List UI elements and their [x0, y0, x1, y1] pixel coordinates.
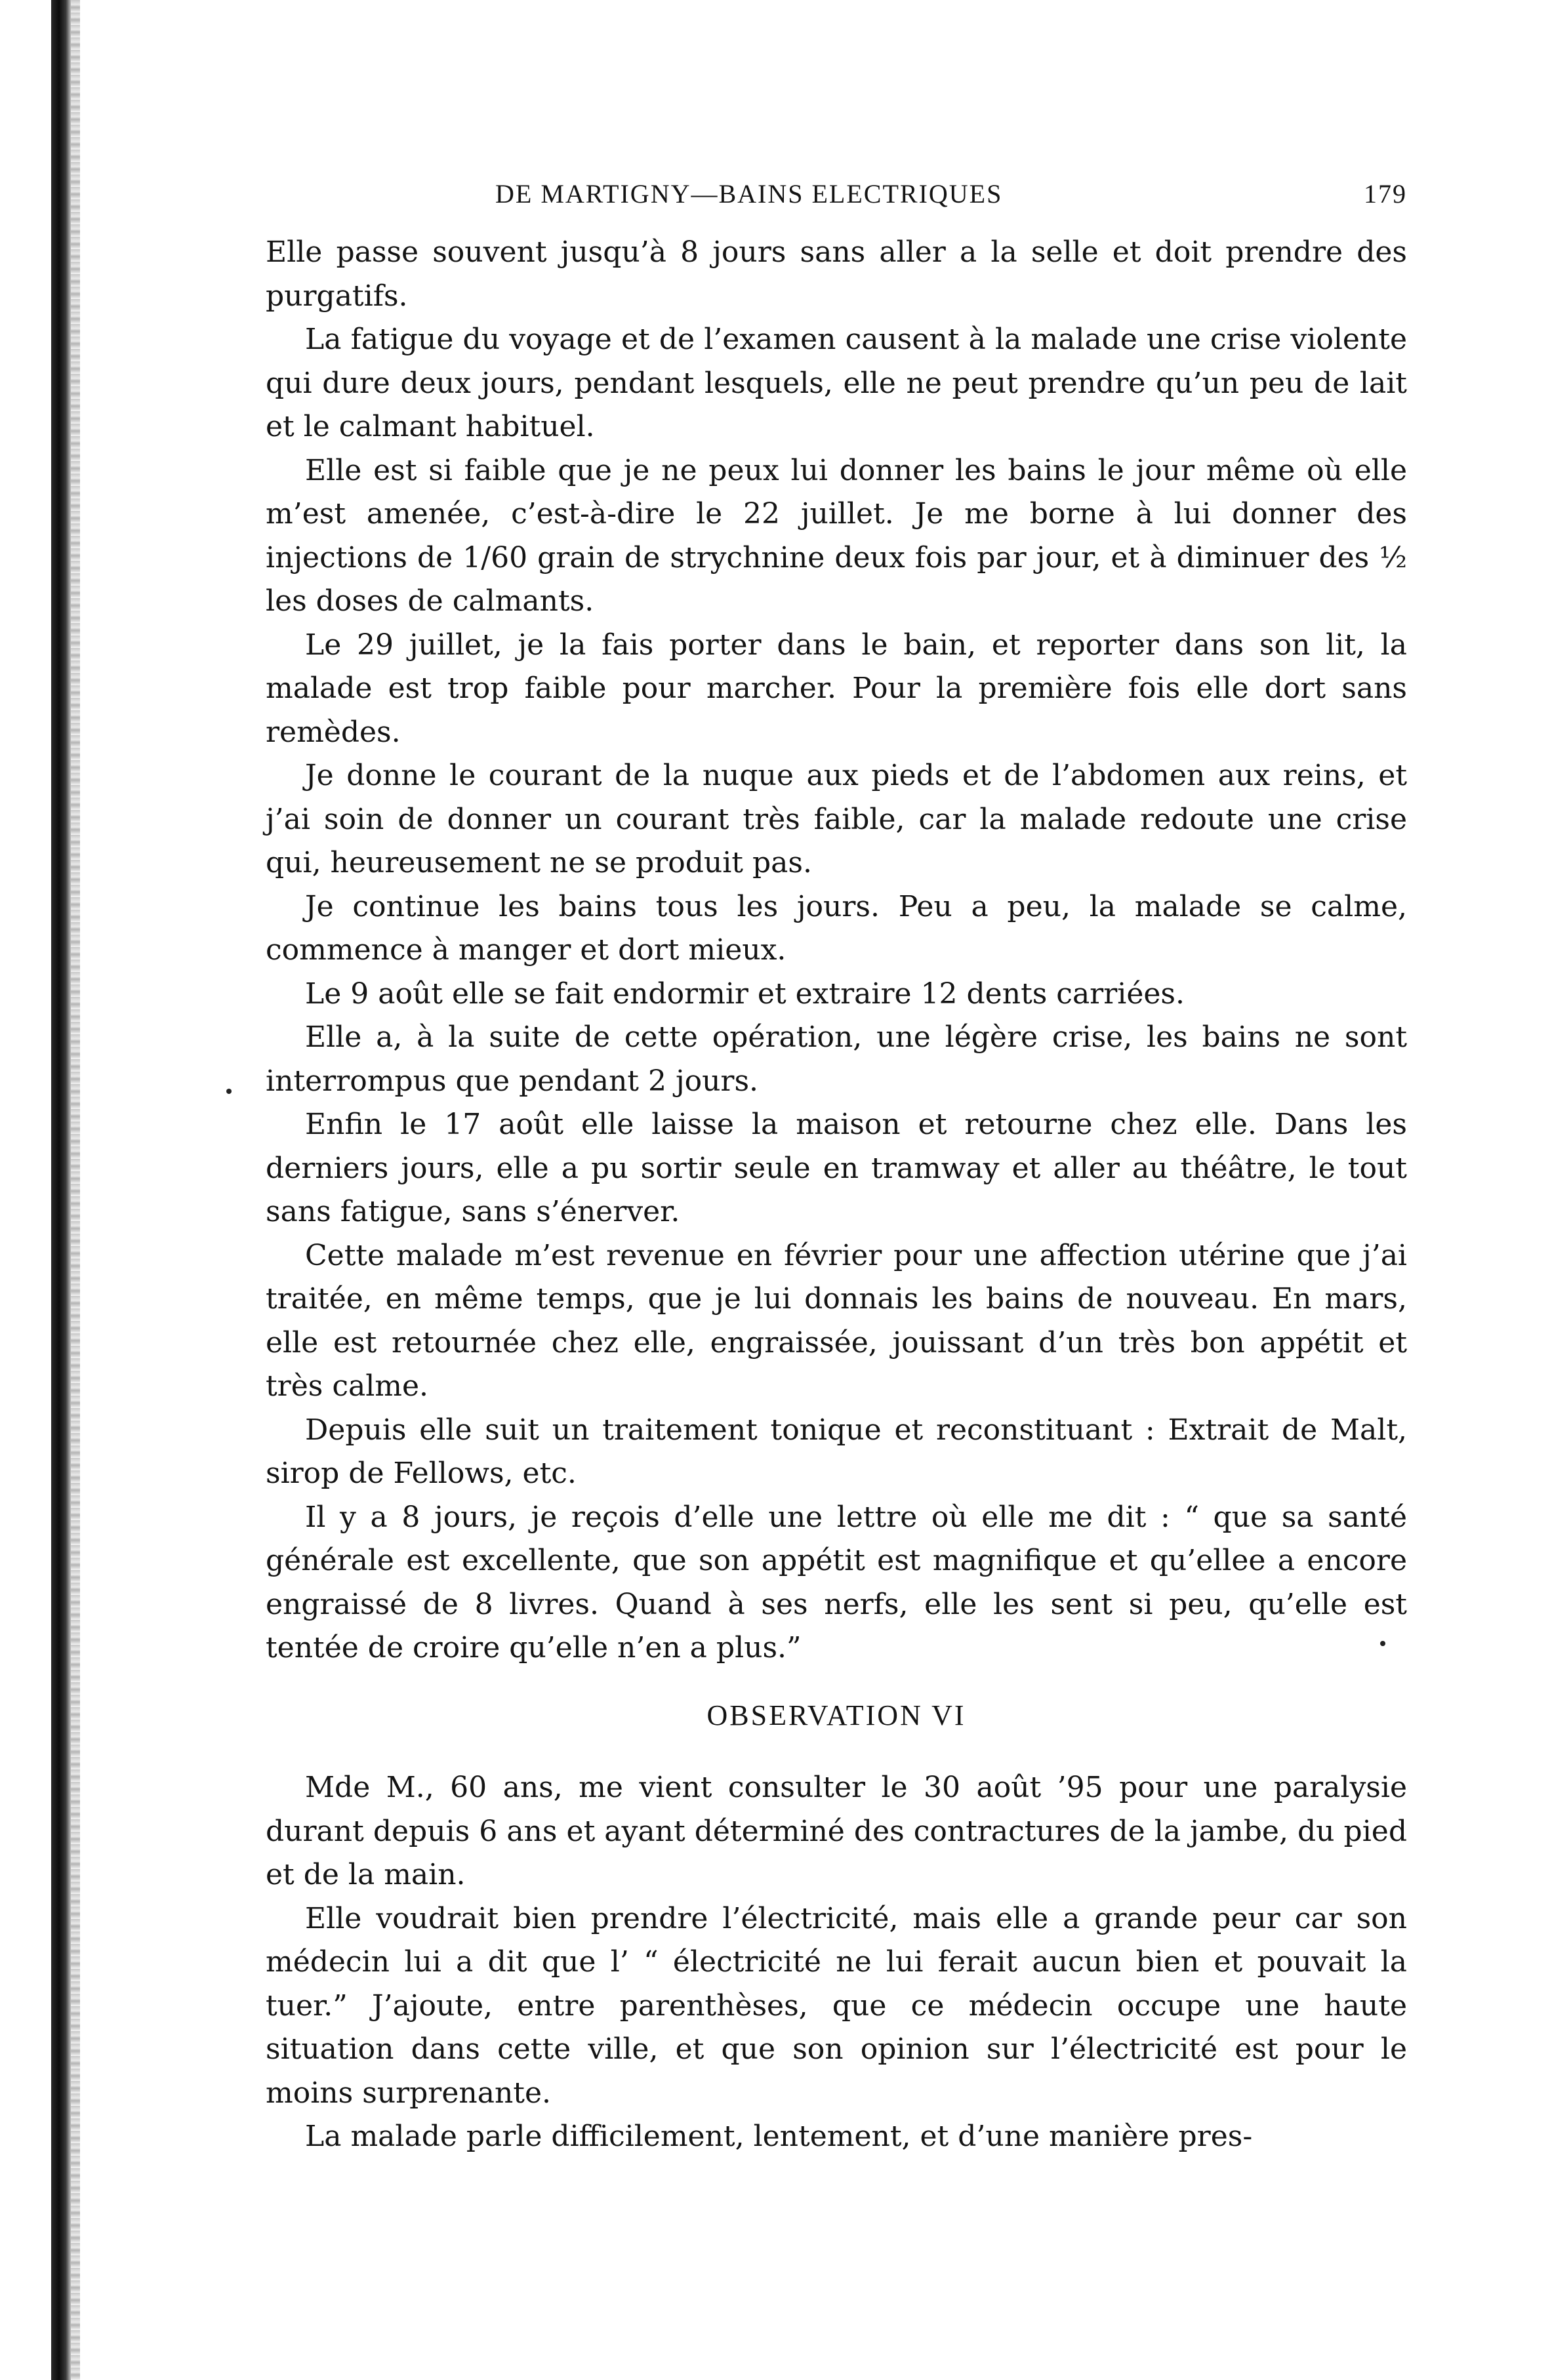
paragraph: Enfin le 17 août elle laisse la maison et retourne chez elle. Dans les derniers jours, elle a pu sortir seule en tramway et aller au théâtre, le tout sans fatigue, sans s’énerver.: [266, 1108, 1407, 1228]
page-number: 179: [1364, 179, 1407, 209]
paragraph: Elle voudrait bien prendre l’électricité, mais elle a grande peur car son médecin lui a dit que l’ “ électricité ne lui ferait aucun bien et pouvait la tuer.” J’ajoute, entre parenthèses, que ce médecin occupe une haute situation dans cette ville, et que son opinion sur l’électricité est pour le moins surprenante.: [266, 1901, 1407, 2110]
paragraph: Le 29 juillet, je la fais porter dans le bain, et reporter dans son lit, la malade est trop faible pour marcher. Pour la première fois elle dort sans remèdes.: [266, 628, 1407, 749]
paragraph: La malade parle difficilement, lentement, et d’une manière pres-: [305, 2120, 1253, 2153]
paragraph: Elle est si faible que je ne peux lui donner les bains le jour même où elle m’est amenée, c’est-à-dire le 22 juillet. Je me borne à lui donner des injections de 1/60 grain de strychnine deux fois par jour, et à diminuer des ½ les doses de calmants.: [266, 453, 1407, 618]
paragraph: Je donne le courant de la nuque aux pieds et de l’abdomen aux reins, et j’ai soin de donner un courant très faible, car la malade redoute une crise qui, heureusement ne se produit pas.: [266, 759, 1407, 879]
paragraph: Mde M., 60 ans, me vient consulter le 30 août ’95 pour une paralysie durant depuis 6 ans et ayant déterminé des contractures de la jambe, du pied et de la main.: [266, 1771, 1407, 1891]
running-title: DE MARTIGNY—BAINS ELECTRIQUES: [495, 179, 1003, 209]
paragraph: Cette malade m’est revenue en février pour une affection utérine que j’ai traitée, en même temps, que je lui donnais les bains de nouveau. En mars, elle est retournée chez elle, engraissée, jouissant d’un très bon appétit et très calme.: [266, 1238, 1407, 1403]
scan-speck: [226, 1089, 232, 1094]
paragraph: Elle passe souvent jusqu’à 8 jours sans aller a la selle et doit prendre des purgatifs.: [266, 235, 1407, 313]
scan-speck: [1380, 1641, 1385, 1646]
paragraph: Elle a, à la suite de cette opération, une légère crise, les bains ne sont interrompus que pendant 2 jours.: [266, 1020, 1407, 1098]
paragraph: Le 9 août elle se fait endormir et extraire 12 dents carriées.: [305, 977, 1185, 1011]
section-heading: OBSERVATION VI: [706, 1699, 966, 1731]
paragraph: La fatigue du voyage et de l’examen causent à la malade une crise violente qui dure deux jours, pendant lesquels, elle ne peut prendre qu’un peu de lait et le calmant habituel.: [266, 323, 1407, 443]
paragraph: Depuis elle suit un traitement tonique et reconstituant : Extrait de Malt, sirop de Fellows, etc.: [266, 1413, 1407, 1490]
page-body: [266, 231, 1407, 2159]
page-binding-shadow: [71, 0, 80, 2380]
page-binding-edge: [51, 0, 71, 2380]
paragraph: Je continue les bains tous les jours. Peu a peu, la malade se calme, commence à manger et dort mieux.: [266, 889, 1407, 967]
page-header: [266, 178, 1407, 218]
paragraph: Il y a 8 jours, je reçois d’elle une lettre où elle me dit : “ que sa santé générale est excellente, que son appétit est magnifique et qu’ellee a encore engraissé de 8 livres. Quand à ses nerfs, elle les sent si peu, qu’elle est tentée de croire qu’elle n’en a plus.”: [266, 1500, 1407, 1664]
